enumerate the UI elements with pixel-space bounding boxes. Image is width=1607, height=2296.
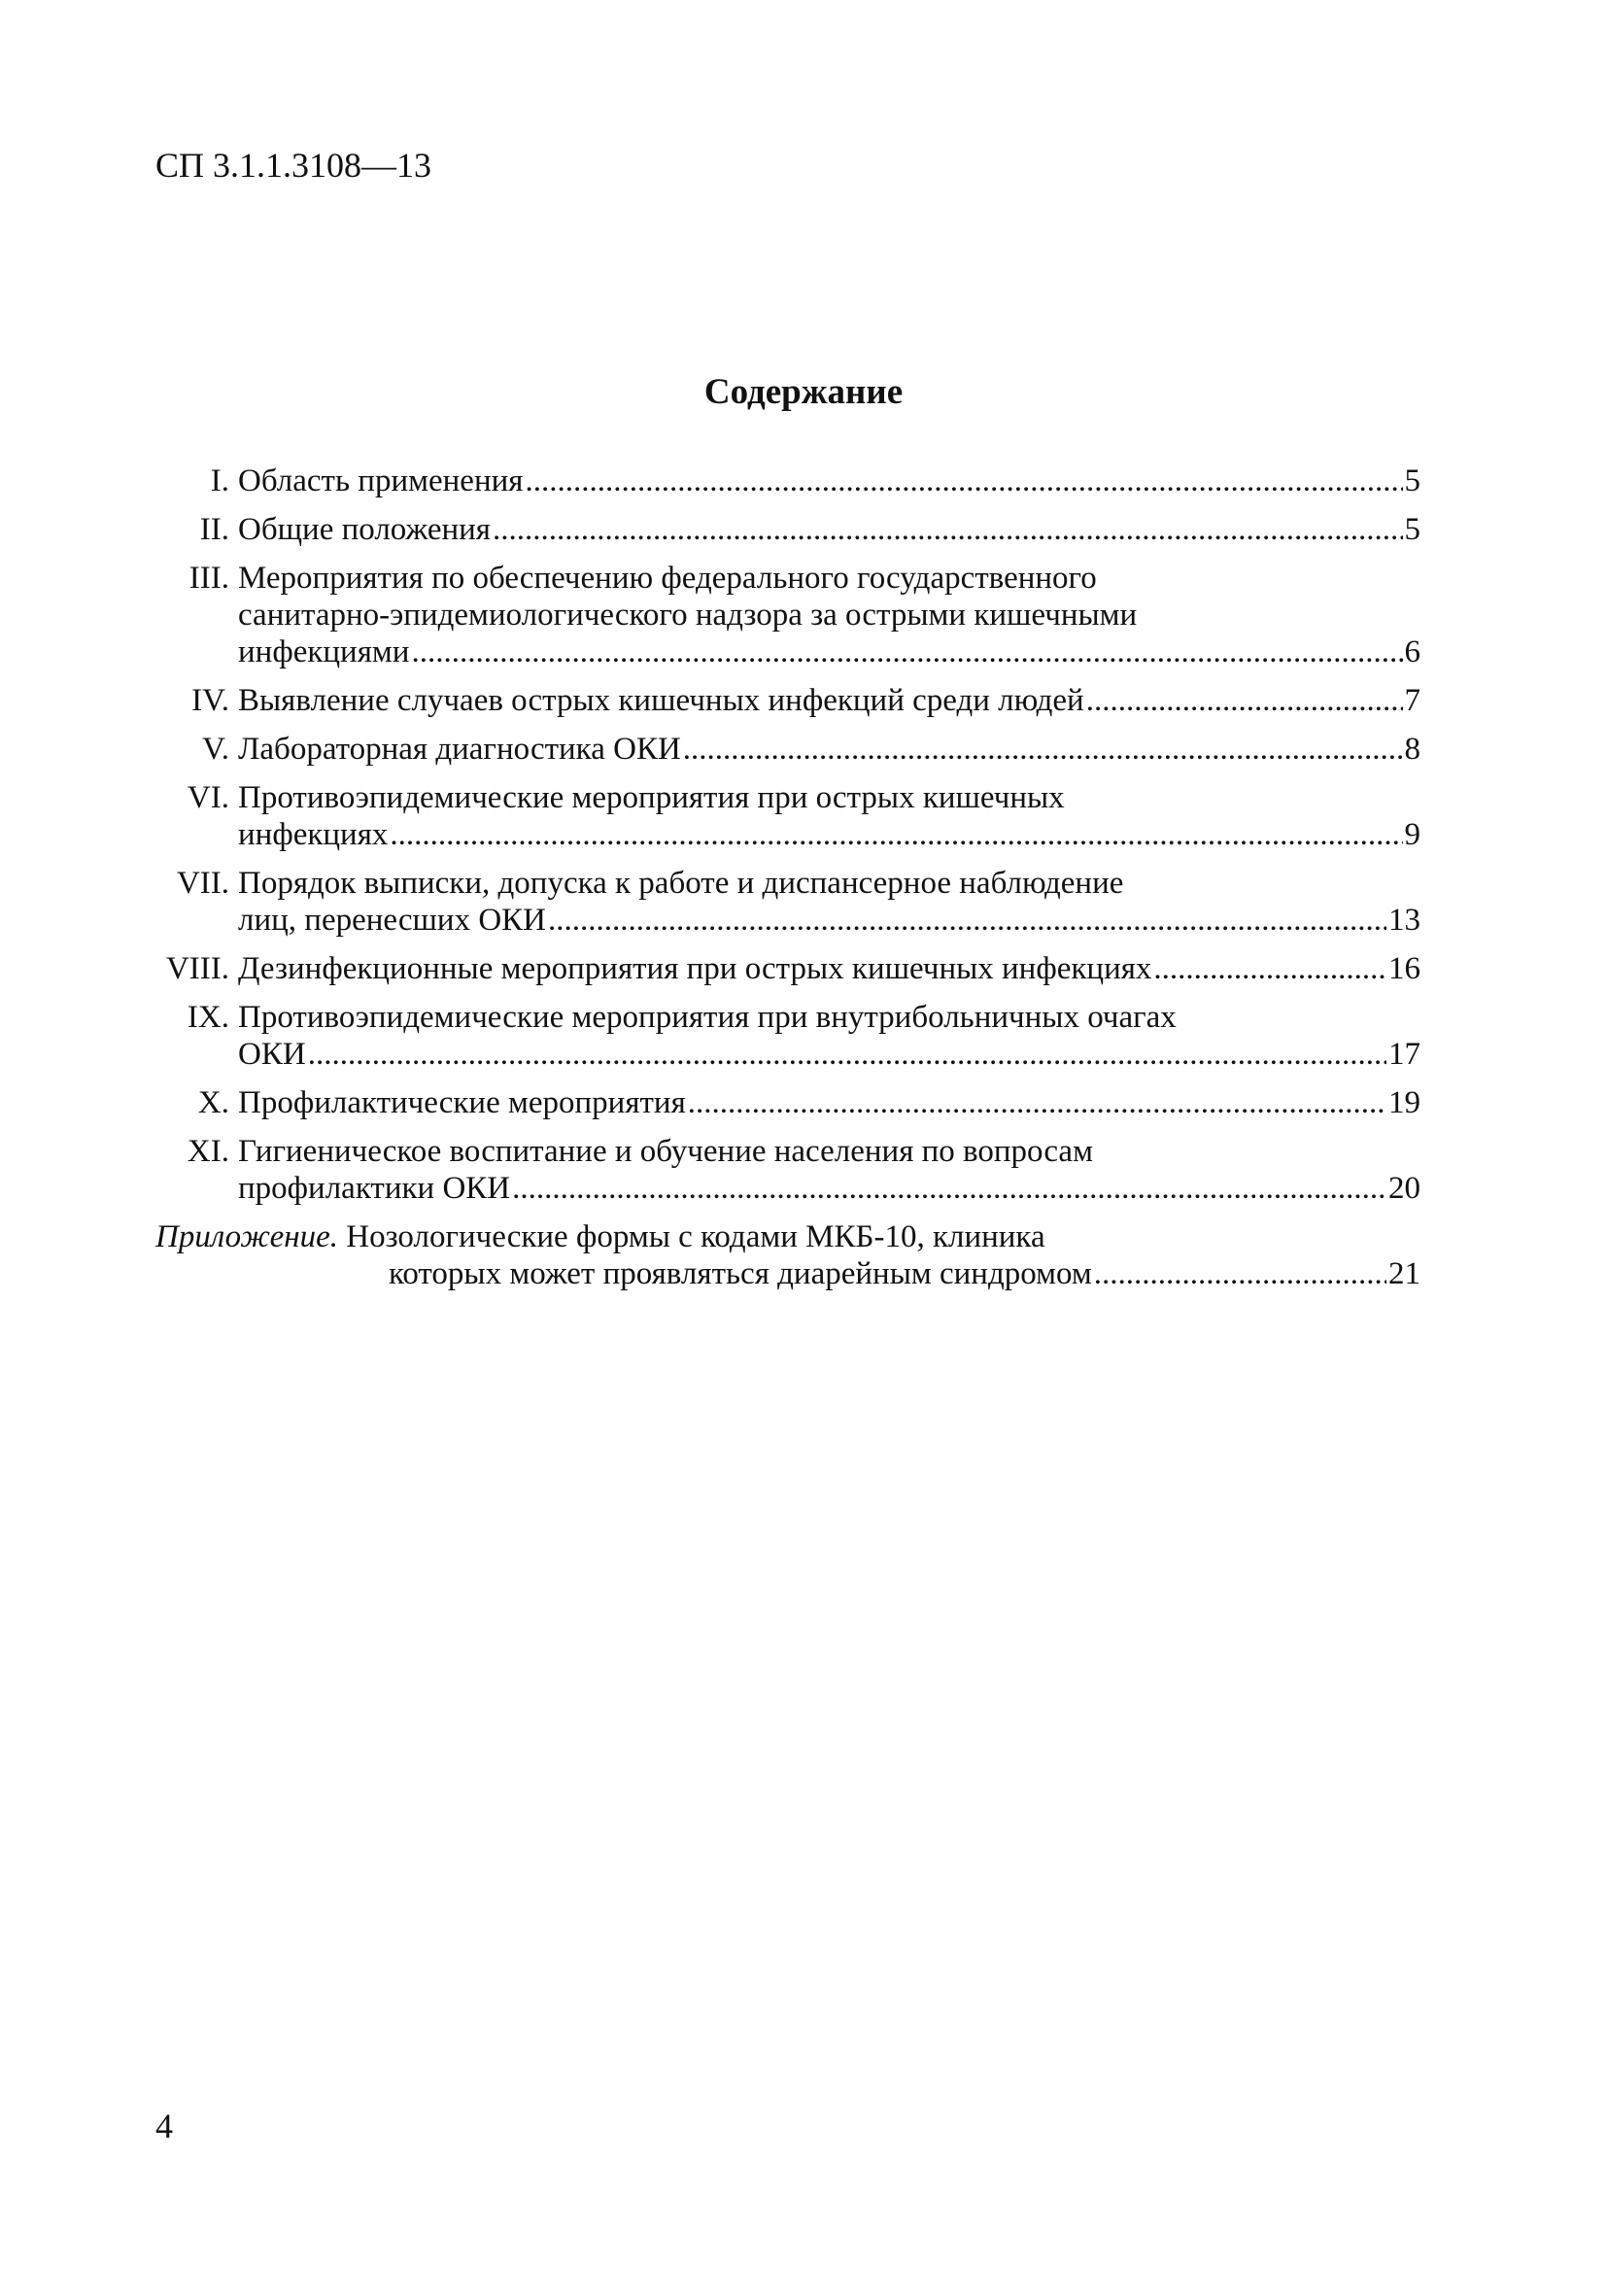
dot-leader: [308, 1036, 1386, 1073]
toc-entry-page-number: 8: [1404, 732, 1420, 767]
toc-entry-page-number: 5: [1404, 463, 1420, 498]
toc-entry-page-number: 19: [1388, 1085, 1420, 1120]
dot-leader: [683, 731, 1403, 768]
toc-entry-title-line: санитарно-эпидемиологического надзора за острыми кишечными: [238, 598, 1138, 633]
appendix-page-number: 21: [1388, 1256, 1420, 1291]
dot-leader: [1153, 950, 1386, 987]
toc-entry-number: VIII.: [165, 951, 229, 986]
dot-leader: [493, 511, 1403, 548]
toc-entry-page-number: 20: [1388, 1171, 1420, 1206]
toc-entry-number: X.: [197, 1085, 229, 1120]
dot-leader: [1094, 1255, 1386, 1292]
toc-entry-page-number: 13: [1388, 903, 1420, 938]
toc-entry-last-line: [238, 731, 1420, 768]
toc-entry-last-line: [238, 1170, 1420, 1207]
toc-entry[interactable]: [155, 511, 1420, 548]
toc-entry-number: VI.: [187, 780, 229, 815]
toc-entry-title-line: Противоэпидемические мероприятия при острых кишечных: [238, 780, 1065, 815]
toc-entry-title: профилактики ОКИ: [238, 1171, 511, 1206]
toc-entry-number: V.: [202, 732, 229, 767]
toc-appendix-entry[interactable]: [155, 1218, 1420, 1292]
page-number: 4: [155, 2107, 173, 2145]
dot-leader: [411, 634, 1402, 670]
toc-title: Содержание: [703, 372, 904, 412]
dot-leader: [688, 1084, 1386, 1121]
toc-entry-title: Дезинфекционные мероприятия при острых кишечных инфекциях: [238, 951, 1152, 986]
toc-entry-title: Общие положения: [238, 512, 491, 547]
toc-entries: [155, 463, 1420, 1207]
toc-entry[interactable]: [155, 779, 1420, 853]
toc-entry-page-number: 7: [1404, 683, 1420, 718]
toc-entry-number: I.: [210, 463, 229, 498]
toc-entry[interactable]: [155, 560, 1420, 670]
document-code: СП 3.1.1.3108—13: [155, 146, 432, 185]
toc-entry-last-line: [238, 682, 1420, 719]
toc-entry[interactable]: [155, 999, 1420, 1073]
appendix-first-line: [155, 1218, 1420, 1255]
toc-entry-title: Выявление случаев острых кишечных инфекций среди людей: [238, 683, 1084, 718]
toc-entry-title-line: Порядок выписки, допуска к работе и диспансерное наблюдение: [238, 866, 1124, 901]
toc-entry-title-line: Гигиеническое воспитание и обучение населения по вопросам: [238, 1134, 1093, 1169]
toc-entry-page-number: 6: [1404, 634, 1420, 669]
dot-leader: [390, 816, 1402, 853]
dot-leader: [548, 902, 1386, 939]
toc-entry-page-number: 9: [1404, 817, 1420, 852]
toc-entry-page-number: 5: [1404, 512, 1420, 547]
toc-entry[interactable]: [155, 1084, 1420, 1121]
toc-entry-title-line: Противоэпидемические мероприятия при внутрибольничных очагах: [238, 1000, 1177, 1035]
toc-entry[interactable]: [155, 1133, 1420, 1207]
appendix-label: Приложение.: [155, 1219, 338, 1254]
toc-entry-title: лиц, перенесших ОКИ: [238, 903, 547, 938]
toc-entry-last-line: [238, 511, 1420, 548]
toc-entry-last-line: [238, 634, 1420, 670]
toc-entry-number: IX.: [187, 1000, 229, 1035]
toc-entry-last-line: [238, 1036, 1420, 1073]
toc-entry-title: инфекциях: [238, 817, 389, 852]
toc-entry-last-line: [238, 463, 1420, 499]
dot-leader: [1086, 682, 1403, 719]
toc-entry[interactable]: [155, 463, 1420, 499]
toc-entry-number: XI.: [187, 1134, 229, 1169]
toc-entry-last-line: [238, 950, 1420, 987]
dot-leader: [525, 463, 1402, 499]
toc-entry[interactable]: [155, 682, 1420, 719]
toc-entry-title: инфекциями: [238, 634, 410, 669]
toc-entry-page-number: 17: [1388, 1037, 1420, 1072]
toc-entry-title-line: Мероприятия по обеспечению федерального государственного: [238, 561, 1097, 596]
toc-entry-last-line: [238, 1084, 1420, 1121]
toc-entry-number: IV.: [191, 683, 229, 718]
toc-entry-title: Лабораторная диагностика ОКИ: [238, 732, 681, 767]
toc-entry[interactable]: [155, 950, 1420, 987]
appendix-title-line-1: Нозологические формы с кодами МКБ-10, клиника: [346, 1219, 1045, 1254]
table-of-contents: [155, 463, 1420, 1292]
toc-entry-number: VII.: [176, 866, 229, 901]
toc-entry-last-line: [238, 816, 1420, 853]
toc-entry-title: Профилактические мероприятия: [238, 1085, 686, 1120]
toc-entry[interactable]: [155, 731, 1420, 768]
dot-leader: [512, 1170, 1386, 1207]
toc-entry-page-number: 16: [1388, 951, 1420, 986]
toc-entry-number: II.: [199, 512, 229, 547]
toc-entry-number: III.: [188, 561, 229, 596]
toc-entry-title: ОКИ: [238, 1037, 306, 1072]
toc-entry[interactable]: [155, 865, 1420, 939]
appendix-title-line-2: которых может проявляться диарейным синдромом: [389, 1256, 1092, 1291]
toc-entry-title: Область применения: [238, 463, 524, 498]
toc-entry-last-line: [238, 902, 1420, 939]
appendix-second-line: [155, 1255, 1420, 1292]
